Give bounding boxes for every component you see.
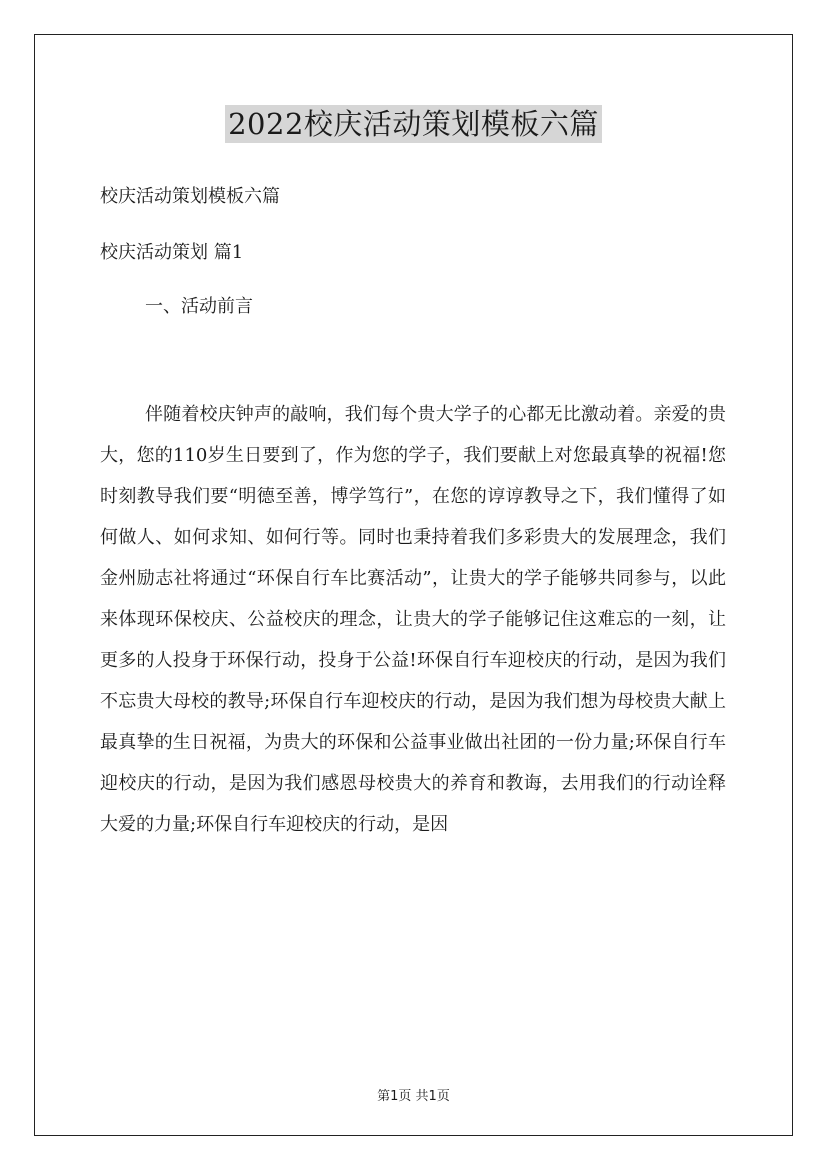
section-label: 校庆活动策划 篇1 xyxy=(100,242,244,263)
document-title-wrap xyxy=(0,102,827,143)
page-footer: 第1页 共1页 xyxy=(377,1089,450,1104)
document-title: 2022校庆活动策划模板六篇 xyxy=(225,105,602,143)
document-body xyxy=(100,394,726,845)
heading-activity-preface: 一、活动前言 xyxy=(145,296,253,317)
paragraph-1: 伴随着校庆钟声的敲响，我们每个贵大学子的心都无比激动着。亲爱的贵大，您的110岁生日要到了，作为您的学子，我们要献上对您最真挚的祝福!您时刻教导我们要“明德至善，博学笃行”，在您的谆谆教导之下，我们懂得了如何做人、如何求知、如何行等。同时也秉持着我们多彩贵大的发展理念，我们金州励志社将通过“环保自行车比赛活动”，让贵大的学子能够共同参与，以此来体现环保校庆、公益校庆的理念，让贵大的学子能够记住这难忘的一刻，让更多的人投身于环保行动，投身于公益!环保自行车迎校庆的行动，是因为我们不忘贵大母校的教导;环保自行车迎校庆的行动，是因为我们想为母校贵大献上最真挚的生日祝福，为贵大的环保和公益事业做出社团的一份力量;环保自行车迎校庆的行动，是因为我们感恩母校贵大的养育和教诲，去用我们的行动诠释大爱的力量;环保自行车迎校庆的行动，是因 xyxy=(100,404,726,835)
document-subtitle: 校庆活动策划模板六篇 xyxy=(100,186,280,207)
